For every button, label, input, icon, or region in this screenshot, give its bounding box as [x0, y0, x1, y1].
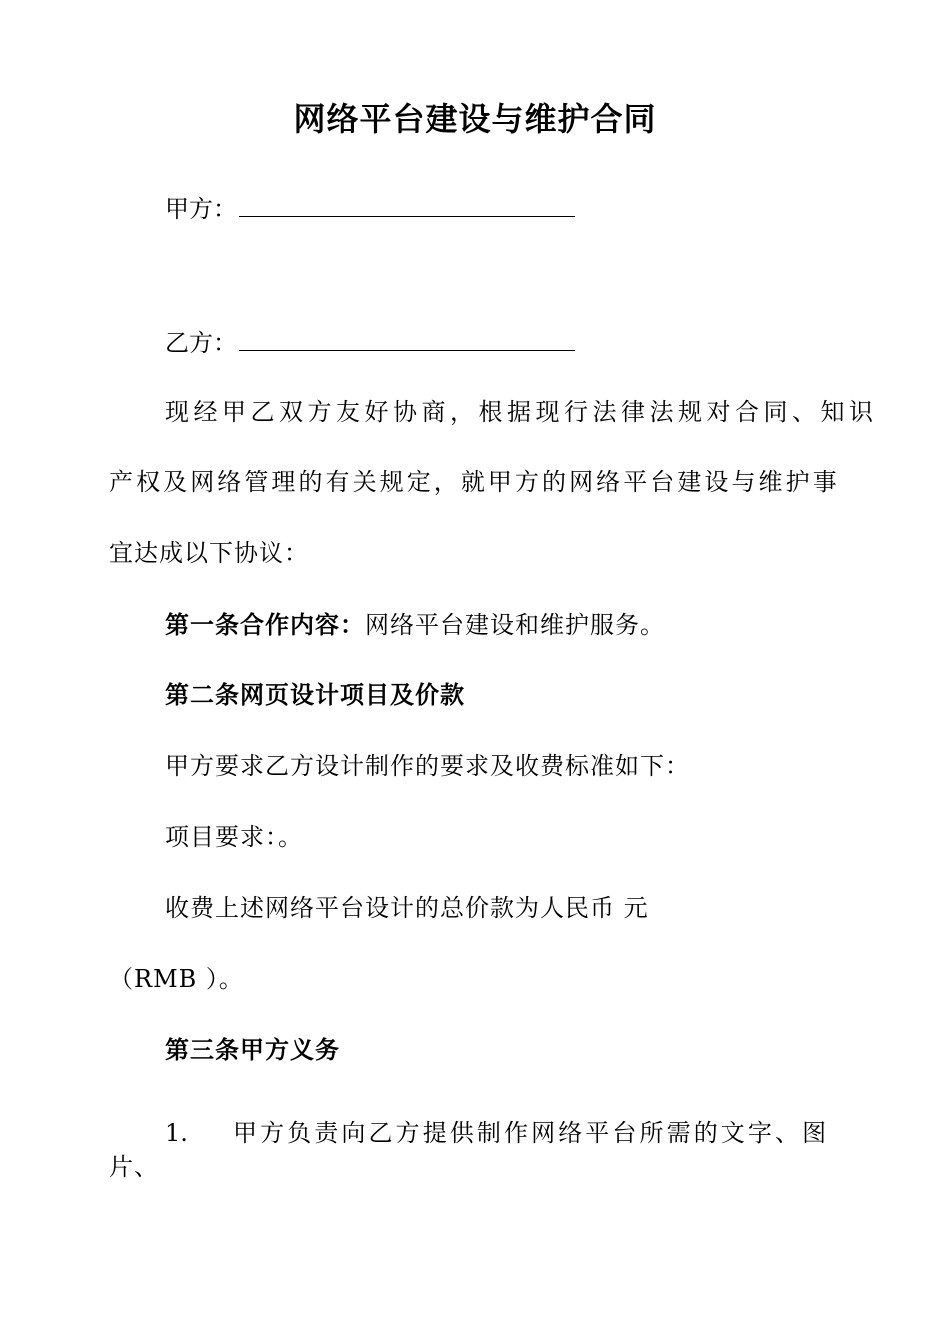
article-1-text: 网络平台建设和维护服务。: [365, 611, 665, 639]
article-3-item-1-text: 甲方负责向乙方提供制作网络平台所需的文字、图: [233, 1119, 830, 1147]
article-3-heading: 第三条甲方义务: [165, 1036, 340, 1064]
article-2-project-requirement: 项目要求：。: [165, 823, 303, 851]
article-1-heading: 第一条合作内容：: [165, 611, 365, 639]
intro-line-3: 宜达成以下协议：: [109, 539, 309, 567]
party-b-blank: [239, 328, 575, 351]
party-b-label: 乙方：: [165, 329, 237, 357]
article-3-item-1-number: 1.: [165, 1119, 188, 1147]
party-a-label: 甲方：: [165, 195, 237, 223]
article-1: [165, 610, 665, 640]
article-2-heading: 第二条网页设计项目及价款: [165, 681, 465, 709]
article-3-item-1: [165, 1118, 839, 1148]
article-3-item-1-continuation: 片、: [109, 1153, 159, 1181]
article-2-fee-line-1: 收费上述网络平台设计的总价款为人民币 元: [165, 894, 649, 922]
document-title: 网络平台建设与维护合同: [293, 100, 657, 138]
party-a-line: [165, 194, 575, 224]
party-b-line: [165, 328, 575, 358]
intro-line-2: 产权及网络管理的有关规定，就甲方的网络平台建设与维护事: [109, 468, 839, 496]
article-2-fee-line-2: （RMB ）。: [109, 965, 244, 993]
intro-line-1: 现经甲乙双方友好协商，根据现行法律法规对合同、知识: [165, 398, 878, 426]
article-2-requirement-intro: 甲方要求乙方设计制作的要求及收费标准如下：: [165, 752, 690, 780]
party-a-blank: [239, 194, 575, 217]
